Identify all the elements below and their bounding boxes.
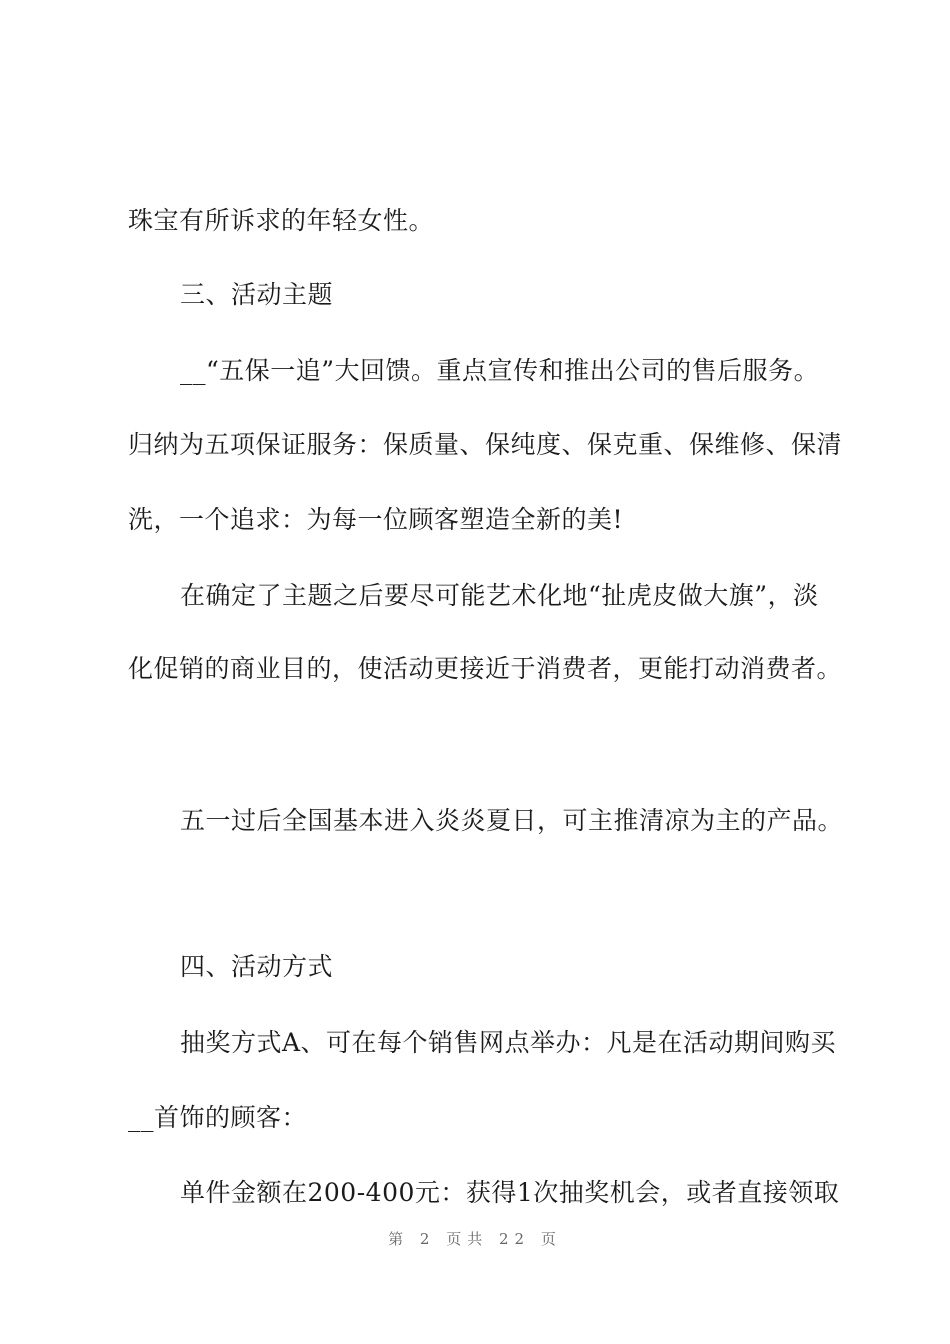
paragraph-line: __首饰的顾客： [128,1103,308,1132]
paragraph-line: 洗，一个追求：为每一位顾客塑造全新的美! [128,505,624,534]
paragraph-line: 化促销的商业目的，使活动更接近于消费者，更能打动消费者。 [128,654,843,683]
section-heading-theme: 三、活动主题 [180,280,334,309]
page-number-footer: 第 2 页共 22 页 [388,1230,562,1248]
paragraph-line: 五一过后全国基本进入炎炎夏日，可主推清凉为主的产品。 [180,806,844,835]
paragraph-line: __“五保一追”大回馈。重点宣传和推出公司的售后服务。 [180,356,820,385]
paragraph-line: 在确定了主题之后要尽可能艺术化地“扯虎皮做大旗”，淡 [180,581,819,610]
paragraph-line: 归纳为五项保证服务：保质量、保纯度、保克重、保维修、保清 [128,430,843,459]
paragraph-line: 珠宝有所诉求的年轻女性。 [128,206,435,235]
paragraph-line: 抽奖方式A、可在每个销售网点举办：凡是在活动期间购买 [180,1028,837,1057]
section-heading-method: 四、活动方式 [180,952,334,981]
paragraph-line: 单件金额在200-400元：获得1次抽奖机会，或者直接领取 [180,1178,840,1207]
